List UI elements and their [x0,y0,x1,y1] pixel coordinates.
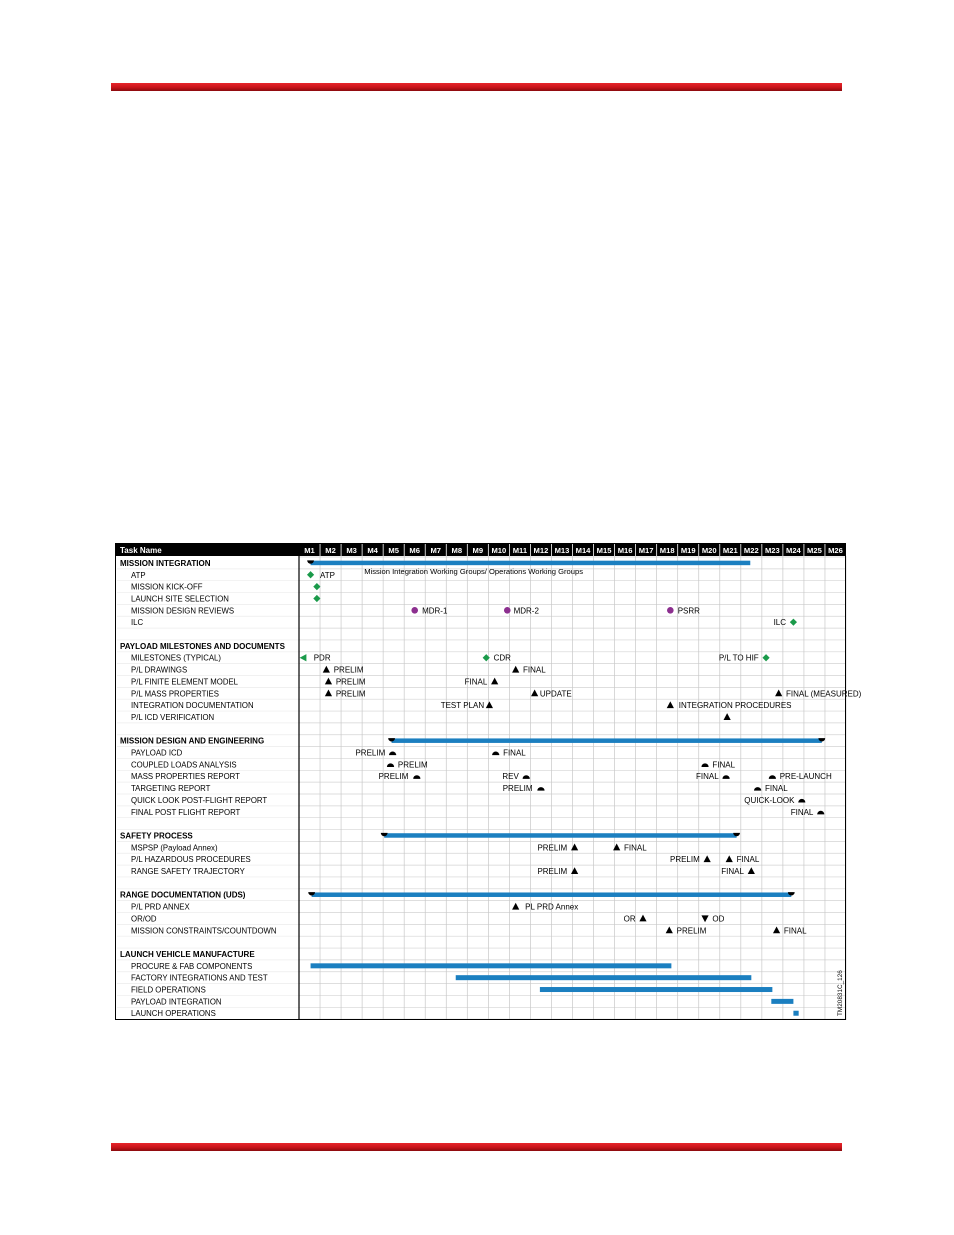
milestone-label: FINAL (MEASURED) [786,689,862,699]
milestone-label: PRELIM [502,784,533,794]
section-heading: SAFETY PROCESS [120,831,193,841]
top-red-rule [111,83,842,91]
milestone-label: PRELIM [676,926,707,936]
milestone-label: P/L TO HIF [718,653,759,663]
bottom-red-rule [111,1143,842,1151]
task-label: ILC [131,618,144,628]
month-label: M16 [617,546,633,555]
task-label: MASS PROPERTIES REPORT [131,772,240,782]
section-heading: RANGE DOCUMENTATION (UDS) [120,890,246,900]
milestone-label: ILC [773,618,787,628]
milestone-label: QUICK-LOOK [744,795,795,805]
gantt-bar [456,975,752,980]
month-label: M25 [807,546,822,555]
milestone-label: UPDATE [539,689,572,699]
month-label: M5 [388,546,399,555]
milestone-label: TEST PLAN [440,701,485,711]
task-label: PROCURE & FAB COMPONENTS [131,961,253,971]
milestone-label: CDR [493,653,511,663]
milestone-label: INTEGRATION PROCEDURES [678,701,792,711]
milestone-label: PRELIM [333,665,364,675]
gantt-bar [392,738,822,743]
month-label: M21 [722,546,738,555]
section-heading: LAUNCH VEHICLE MANUFACTURE [120,949,255,959]
milestone-label: PRELIM [537,867,568,877]
month-label: M8 [451,546,463,555]
task-label: LAUNCH SITE SELECTION [131,594,229,604]
milestone-label: FINAL [624,843,647,853]
figure-id: TM20831C_126 [837,970,844,1016]
milestone-label: FINAL [696,772,719,782]
month-label: M14 [575,546,591,555]
gantt-bar [771,999,793,1004]
month-label: M15 [596,546,612,555]
milestone-label: PSRR [677,606,700,616]
month-label: M13 [554,546,570,555]
month-label: M2 [325,546,336,555]
task-label: PAYLOAD ICD [131,748,183,758]
month-label: M22 [743,546,759,555]
milestone-label: PL PRD Annex [525,902,579,912]
milestone-label: OD [712,914,725,924]
milestone-label: PRE-LAUNCH [779,772,832,782]
gantt-bar [311,963,672,968]
task-label: MISSION DESIGN REVIEWS [131,606,235,616]
month-label: M19 [680,546,696,555]
review-circle [667,607,674,614]
milestone-label: PRELIM [335,689,366,699]
milestone-label: PRELIM [397,760,428,770]
milestone-label: MDR-1 [422,606,448,616]
task-label: FINAL POST FLIGHT REPORT [131,807,241,817]
milestone-label: PDR [313,653,331,663]
task-label: INTEGRATION DOCUMENTATION [131,701,254,711]
working-groups-note: Mission Integration Working Groups/ Operations Working Groups [364,566,584,576]
task-label: P/L MASS PROPERTIES [131,689,219,699]
milestone-label: FINAL [765,784,788,794]
milestone-label: FINAL [783,926,807,936]
task-label: LAUNCH OPERATIONS [131,1009,216,1019]
task-label: P/L FINITE ELEMENT MODEL [131,677,239,687]
task-label: OR/OD [131,914,157,924]
milestone-label: ATP [320,570,336,580]
task-label: PAYLOAD INTEGRATION [131,997,222,1007]
milestone-label: FINAL [464,677,488,687]
task-label: P/L HAZARDOUS PROCEDURES [131,855,251,865]
month-label: M10 [491,546,507,555]
gantt-chart [115,543,862,1020]
month-label: M6 [409,546,420,555]
section-heading: MISSION INTEGRATION [120,558,211,568]
month-label: M26 [828,546,843,555]
task-label: RANGE SAFETY TRAJECTORY [131,867,245,877]
task-label: TARGETING REPORT [131,784,211,794]
task-label: P/L DRAWINGS [131,665,188,675]
section-heading: PAYLOAD MILESTONES AND DOCUMENTS [120,641,285,651]
task-label: MILESTONES (TYPICAL) [131,653,221,663]
month-label: M17 [638,546,654,555]
milestone-label: FINAL [721,867,744,877]
month-label: M1 [304,546,315,555]
month-label: M18 [659,546,675,555]
milestone-label: PRELIM [335,677,366,687]
month-label: M11 [512,546,528,555]
month-label: M23 [764,546,780,555]
section-heading: MISSION DESIGN AND ENGINEERING [120,736,265,746]
month-label: M24 [786,546,801,555]
month-label: M12 [533,546,549,555]
milestone-label: OR [623,914,636,924]
gantt-bar [793,1011,798,1016]
milestone-label: PRELIM [378,772,409,782]
task-label: MISSION KICK-OFF [131,582,203,592]
milestone-label: PRELIM [669,855,700,865]
task-label: P/L ICD VERIFICATION [131,712,215,722]
task-label: ATP [131,570,146,580]
milestone-label: FINAL [523,665,546,675]
gantt-bar [311,561,751,566]
task-label: P/L PRD ANNEX [131,902,190,912]
gantt-bar [312,892,792,897]
month-label: M7 [430,546,442,555]
milestone-label: PRELIM [355,748,386,758]
month-label: M9 [472,546,484,555]
task-label: MSPSP (Payload Annex) [131,843,218,853]
task-label: COUPLED LOADS ANALYSIS [131,760,237,770]
month-label: M20 [701,546,717,555]
review-circle [411,607,418,614]
milestone-label: PRELIM [537,843,568,853]
milestone-label: REV [502,772,519,782]
milestone-label: FINAL [503,748,526,758]
task-label: QUICK LOOK POST-FLIGHT REPORT [131,795,268,805]
milestone-label: FINAL [736,855,760,865]
gantt-bar [540,987,772,992]
month-label: M3 [346,546,357,555]
milestone-label: MDR-2 [513,606,539,616]
milestone-label: FINAL [790,807,814,817]
task-label: FACTORY INTEGRATIONS AND TEST [131,973,268,983]
task-label: MISSION CONSTRAINTS/COUNTDOWN [131,926,277,936]
review-circle [504,607,511,614]
header-task-name: Task Name [120,546,162,555]
task-label: FIELD OPERATIONS [131,985,206,995]
gantt-bar [384,833,736,838]
milestone-label: FINAL [712,760,736,770]
month-label: M4 [367,546,378,555]
